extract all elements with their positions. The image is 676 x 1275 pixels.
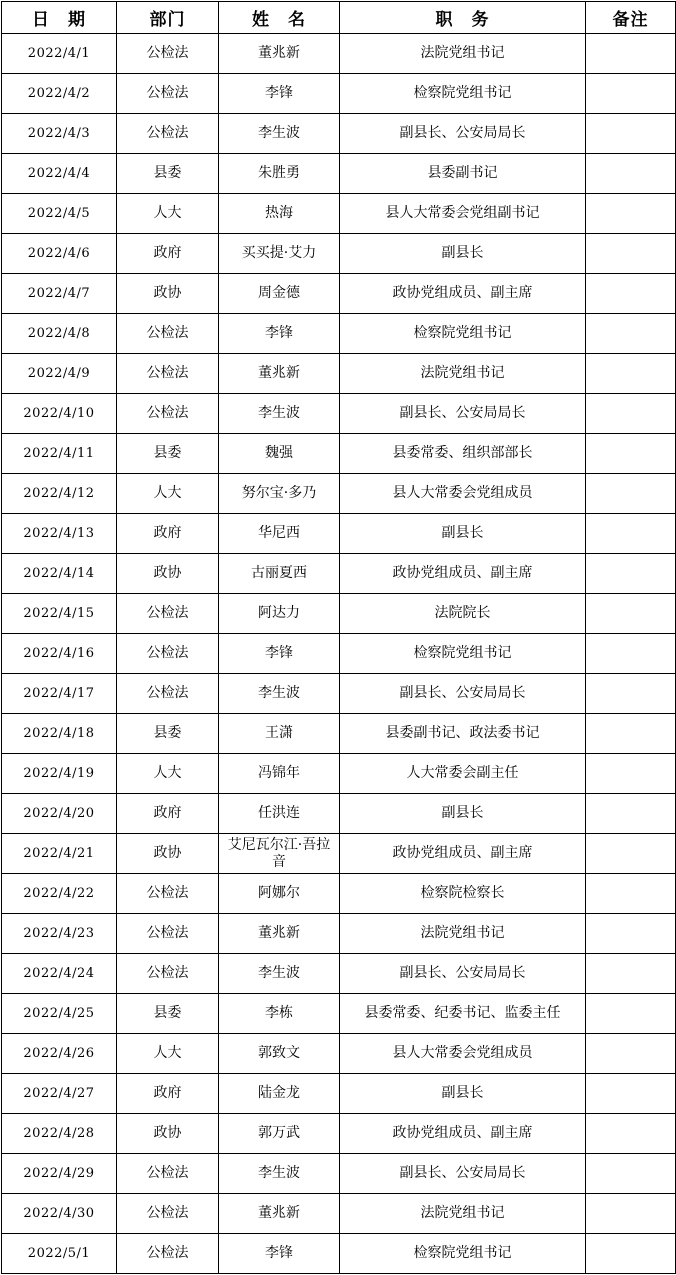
cell-date: 2022/4/20 bbox=[2, 794, 117, 834]
cell-note bbox=[586, 954, 676, 994]
cell-position: 政协党组成员、副主席 bbox=[340, 1114, 586, 1154]
cell-date: 2022/4/7 bbox=[2, 274, 117, 314]
cell-name: 李生波 bbox=[219, 1154, 340, 1194]
table-row bbox=[2, 354, 676, 394]
cell-name: 华尼西 bbox=[219, 514, 340, 554]
cell-name: 李锋 bbox=[219, 74, 340, 114]
cell-name: 董兆新 bbox=[219, 914, 340, 954]
cell-dept: 政协 bbox=[117, 834, 219, 874]
cell-date: 2022/4/14 bbox=[2, 554, 117, 594]
table-row bbox=[2, 474, 676, 514]
cell-position: 法院党组书记 bbox=[340, 354, 586, 394]
header-name: 姓 名 bbox=[219, 2, 340, 34]
cell-date: 2022/4/2 bbox=[2, 74, 117, 114]
cell-dept: 人大 bbox=[117, 194, 219, 234]
cell-date: 2022/4/5 bbox=[2, 194, 117, 234]
table-row bbox=[2, 594, 676, 634]
cell-dept: 政府 bbox=[117, 794, 219, 834]
cell-note bbox=[586, 1074, 676, 1114]
cell-note bbox=[586, 554, 676, 594]
table-row bbox=[2, 914, 676, 954]
header-row bbox=[2, 2, 676, 34]
cell-dept: 公检法 bbox=[117, 354, 219, 394]
table-row bbox=[2, 554, 676, 594]
duty-roster-table bbox=[1, 1, 676, 1274]
table-row bbox=[2, 994, 676, 1034]
cell-note bbox=[586, 914, 676, 954]
cell-dept: 人大 bbox=[117, 474, 219, 514]
cell-date: 2022/5/1 bbox=[2, 1234, 117, 1274]
cell-name: 阿达力 bbox=[219, 594, 340, 634]
table-row bbox=[2, 634, 676, 674]
cell-name: 朱胜勇 bbox=[219, 154, 340, 194]
cell-dept: 政府 bbox=[117, 1074, 219, 1114]
table-row bbox=[2, 1234, 676, 1274]
table-row bbox=[2, 74, 676, 114]
table-row bbox=[2, 1194, 676, 1234]
cell-date: 2022/4/8 bbox=[2, 314, 117, 354]
table-row bbox=[2, 1154, 676, 1194]
cell-position: 政协党组成员、副主席 bbox=[340, 274, 586, 314]
cell-note bbox=[586, 1234, 676, 1274]
cell-note bbox=[586, 634, 676, 674]
cell-name: 周金德 bbox=[219, 274, 340, 314]
cell-position: 副县长、公安局局长 bbox=[340, 1154, 586, 1194]
table-header bbox=[2, 2, 676, 34]
cell-date: 2022/4/11 bbox=[2, 434, 117, 474]
table-body bbox=[2, 34, 676, 1274]
cell-position: 副县长、公安局局长 bbox=[340, 674, 586, 714]
cell-name: 李锋 bbox=[219, 1234, 340, 1274]
cell-note bbox=[586, 234, 676, 274]
cell-date: 2022/4/15 bbox=[2, 594, 117, 634]
cell-note bbox=[586, 834, 676, 874]
table-row bbox=[2, 794, 676, 834]
cell-position: 法院院长 bbox=[340, 594, 586, 634]
table-row bbox=[2, 674, 676, 714]
cell-dept: 公检法 bbox=[117, 674, 219, 714]
cell-note bbox=[586, 994, 676, 1034]
cell-name: 努尔宝·多乃 bbox=[219, 474, 340, 514]
cell-position: 政协党组成员、副主席 bbox=[340, 554, 586, 594]
cell-note bbox=[586, 594, 676, 634]
cell-date: 2022/4/9 bbox=[2, 354, 117, 394]
cell-name: 冯锦年 bbox=[219, 754, 340, 794]
cell-note bbox=[586, 794, 676, 834]
cell-position: 副县长、公安局局长 bbox=[340, 394, 586, 434]
cell-note bbox=[586, 474, 676, 514]
cell-name: 阿娜尔 bbox=[219, 874, 340, 914]
cell-name: 李生波 bbox=[219, 394, 340, 434]
cell-date: 2022/4/25 bbox=[2, 994, 117, 1034]
table-row bbox=[2, 954, 676, 994]
table-row bbox=[2, 754, 676, 794]
cell-note bbox=[586, 1154, 676, 1194]
cell-name: 魏强 bbox=[219, 434, 340, 474]
table-row bbox=[2, 1074, 676, 1114]
cell-position: 县委常委、纪委书记、监委主任 bbox=[340, 994, 586, 1034]
cell-date: 2022/4/1 bbox=[2, 34, 117, 74]
cell-name: 李锋 bbox=[219, 634, 340, 674]
cell-dept: 公检法 bbox=[117, 954, 219, 994]
table-row bbox=[2, 514, 676, 554]
cell-note bbox=[586, 434, 676, 474]
cell-name: 李栋 bbox=[219, 994, 340, 1034]
cell-date: 2022/4/18 bbox=[2, 714, 117, 754]
cell-name: 董兆新 bbox=[219, 1194, 340, 1234]
cell-position: 副县长、公安局局长 bbox=[340, 954, 586, 994]
cell-position: 检察院党组书记 bbox=[340, 1234, 586, 1274]
cell-dept: 政协 bbox=[117, 554, 219, 594]
cell-dept: 公检法 bbox=[117, 314, 219, 354]
cell-date: 2022/4/30 bbox=[2, 1194, 117, 1234]
cell-dept: 县委 bbox=[117, 714, 219, 754]
cell-dept: 县委 bbox=[117, 154, 219, 194]
cell-position: 法院党组书记 bbox=[340, 914, 586, 954]
cell-dept: 公检法 bbox=[117, 1154, 219, 1194]
cell-name: 任洪连 bbox=[219, 794, 340, 834]
cell-name: 陆金龙 bbox=[219, 1074, 340, 1114]
cell-name: 李生波 bbox=[219, 114, 340, 154]
cell-name: 李锋 bbox=[219, 314, 340, 354]
header-dept: 部门 bbox=[117, 2, 219, 34]
table-row bbox=[2, 194, 676, 234]
cell-date: 2022/4/26 bbox=[2, 1034, 117, 1074]
cell-dept: 政府 bbox=[117, 514, 219, 554]
cell-name: 王潇 bbox=[219, 714, 340, 754]
cell-date: 2022/4/29 bbox=[2, 1154, 117, 1194]
cell-note bbox=[586, 1114, 676, 1154]
cell-note bbox=[586, 874, 676, 914]
cell-name: 董兆新 bbox=[219, 34, 340, 74]
cell-date: 2022/4/28 bbox=[2, 1114, 117, 1154]
header-date: 日 期 bbox=[2, 2, 117, 34]
cell-position: 县人大常委会党组成员 bbox=[340, 1034, 586, 1074]
table-row bbox=[2, 1034, 676, 1074]
cell-name: 艾尼瓦尔江·吾拉音 bbox=[219, 834, 340, 874]
cell-note bbox=[586, 154, 676, 194]
cell-dept: 公检法 bbox=[117, 394, 219, 434]
cell-dept: 公检法 bbox=[117, 1194, 219, 1234]
cell-position: 副县长 bbox=[340, 234, 586, 274]
cell-position: 副县长 bbox=[340, 1074, 586, 1114]
cell-position: 法院党组书记 bbox=[340, 34, 586, 74]
cell-dept: 公检法 bbox=[117, 34, 219, 74]
header-position: 职 务 bbox=[340, 2, 586, 34]
cell-name: 李生波 bbox=[219, 674, 340, 714]
table-row bbox=[2, 874, 676, 914]
cell-dept: 人大 bbox=[117, 754, 219, 794]
cell-position: 副县长 bbox=[340, 794, 586, 834]
cell-date: 2022/4/27 bbox=[2, 1074, 117, 1114]
cell-position: 副县长 bbox=[340, 514, 586, 554]
cell-note bbox=[586, 754, 676, 794]
cell-dept: 县委 bbox=[117, 994, 219, 1034]
cell-name: 郭万武 bbox=[219, 1114, 340, 1154]
header-note: 备注 bbox=[586, 2, 676, 34]
cell-position: 检察院党组书记 bbox=[340, 74, 586, 114]
cell-date: 2022/4/6 bbox=[2, 234, 117, 274]
cell-note bbox=[586, 194, 676, 234]
cell-position: 人大常委会副主任 bbox=[340, 754, 586, 794]
cell-date: 2022/4/3 bbox=[2, 114, 117, 154]
cell-dept: 政协 bbox=[117, 1114, 219, 1154]
cell-note bbox=[586, 34, 676, 74]
cell-note bbox=[586, 1034, 676, 1074]
cell-date: 2022/4/24 bbox=[2, 954, 117, 994]
cell-date: 2022/4/22 bbox=[2, 874, 117, 914]
cell-position: 检察院党组书记 bbox=[340, 634, 586, 674]
cell-position: 县人大常委会党组副书记 bbox=[340, 194, 586, 234]
cell-note bbox=[586, 674, 676, 714]
cell-date: 2022/4/17 bbox=[2, 674, 117, 714]
cell-position: 副县长、公安局局长 bbox=[340, 114, 586, 154]
cell-dept: 县委 bbox=[117, 434, 219, 474]
table-row bbox=[2, 34, 676, 74]
cell-position: 检察院检察长 bbox=[340, 874, 586, 914]
table-row bbox=[2, 314, 676, 354]
table-row bbox=[2, 1114, 676, 1154]
cell-dept: 公检法 bbox=[117, 874, 219, 914]
cell-position: 检察院党组书记 bbox=[340, 314, 586, 354]
cell-note bbox=[586, 354, 676, 394]
cell-name: 郭致文 bbox=[219, 1034, 340, 1074]
cell-date: 2022/4/13 bbox=[2, 514, 117, 554]
table-row bbox=[2, 234, 676, 274]
cell-name: 李生波 bbox=[219, 954, 340, 994]
cell-date: 2022/4/21 bbox=[2, 834, 117, 874]
cell-note bbox=[586, 514, 676, 554]
cell-dept: 人大 bbox=[117, 1034, 219, 1074]
cell-name: 古丽夏西 bbox=[219, 554, 340, 594]
table-row bbox=[2, 714, 676, 754]
cell-note bbox=[586, 74, 676, 114]
cell-date: 2022/4/19 bbox=[2, 754, 117, 794]
cell-dept: 公检法 bbox=[117, 634, 219, 674]
cell-note bbox=[586, 274, 676, 314]
cell-note bbox=[586, 714, 676, 754]
cell-position: 法院党组书记 bbox=[340, 1194, 586, 1234]
cell-dept: 政府 bbox=[117, 234, 219, 274]
cell-dept: 公检法 bbox=[117, 914, 219, 954]
table-row bbox=[2, 114, 676, 154]
cell-name: 热海 bbox=[219, 194, 340, 234]
cell-dept: 公检法 bbox=[117, 114, 219, 154]
cell-note bbox=[586, 394, 676, 434]
table-row bbox=[2, 434, 676, 474]
cell-position: 县委常委、组织部部长 bbox=[340, 434, 586, 474]
cell-name: 买买提·艾力 bbox=[219, 234, 340, 274]
cell-note bbox=[586, 114, 676, 154]
cell-date: 2022/4/16 bbox=[2, 634, 117, 674]
table-row bbox=[2, 154, 676, 194]
cell-dept: 公检法 bbox=[117, 594, 219, 634]
cell-position: 县人大常委会党组成员 bbox=[340, 474, 586, 514]
cell-date: 2022/4/23 bbox=[2, 914, 117, 954]
cell-date: 2022/4/10 bbox=[2, 394, 117, 434]
table-row bbox=[2, 274, 676, 314]
cell-name: 董兆新 bbox=[219, 354, 340, 394]
cell-dept: 公检法 bbox=[117, 1234, 219, 1274]
cell-dept: 公检法 bbox=[117, 74, 219, 114]
cell-position: 政协党组成员、副主席 bbox=[340, 834, 586, 874]
cell-position: 县委副书记 bbox=[340, 154, 586, 194]
table-row bbox=[2, 834, 676, 874]
cell-date: 2022/4/12 bbox=[2, 474, 117, 514]
cell-note bbox=[586, 314, 676, 354]
cell-position: 县委副书记、政法委书记 bbox=[340, 714, 586, 754]
cell-date: 2022/4/4 bbox=[2, 154, 117, 194]
table-row bbox=[2, 394, 676, 434]
cell-note bbox=[586, 1194, 676, 1234]
cell-dept: 政协 bbox=[117, 274, 219, 314]
